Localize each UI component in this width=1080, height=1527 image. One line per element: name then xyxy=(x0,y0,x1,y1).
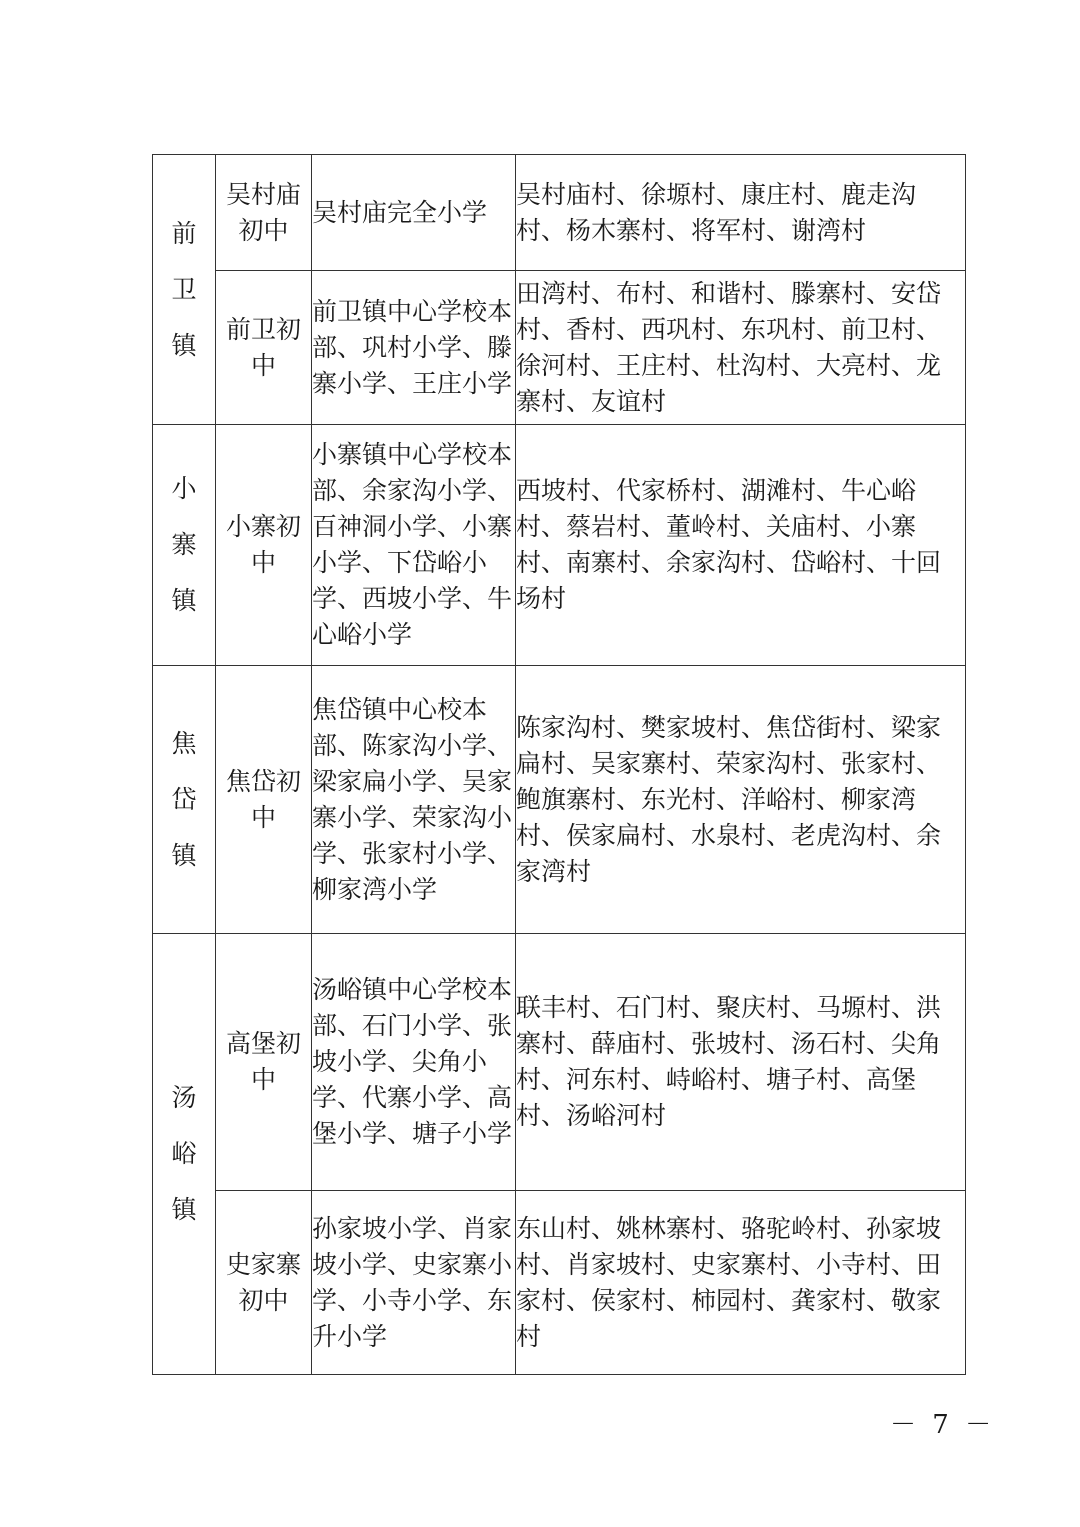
primary-schools-cell: 孙家坡小学、肖家坡小学、史家寨小学、小寺小学、东升小学 xyxy=(312,1191,516,1375)
villages-cell: 西坡村、代家桥村、湖滩村、牛心峪村、蔡岩村、董岭村、关庙村、小寨村、南寨村、余家沟村、岱峪村、十回场村 xyxy=(516,425,966,666)
primary-schools-cell: 汤峪镇中心学校本部、石门小学、张坡小学、尖角小学、代寨小学、高堡小学、塘子小学 xyxy=(312,934,516,1191)
villages-cell: 田湾村、布村、和谐村、滕寨村、安岱村、香村、西巩村、东巩村、前卫村、徐河村、王庄村、杜沟村、大亮村、龙寨村、友谊村 xyxy=(516,271,966,425)
table-row xyxy=(153,1191,966,1375)
primary-schools-cell: 小寨镇中心学校本部、余家沟小学、百神洞小学、小寨小学、下岱峪小学、西坡小学、牛心峪小学 xyxy=(312,425,516,666)
table-row xyxy=(153,666,966,934)
table-row xyxy=(153,425,966,666)
middle-school-cell: 吴村庙初中 xyxy=(216,155,312,271)
middle-school-cell: 史家寨初中 xyxy=(216,1191,312,1375)
villages-cell: 吴村庙村、徐塬村、康庄村、鹿走沟村、杨木寨村、将军村、谢湾村 xyxy=(516,155,966,271)
middle-school-cell: 小寨初中 xyxy=(216,425,312,666)
page-number: － 7 － xyxy=(890,1410,996,1440)
table-row xyxy=(153,155,966,271)
table-row xyxy=(153,271,966,425)
town-name: 焦岱镇 xyxy=(171,728,197,870)
villages-cell: 联丰村、石门村、聚庆村、马塬村、洪寨村、薛庙村、张坡村、汤石村、尖角村、河东村、峙峪村、塘子村、高堡村、汤峪河村 xyxy=(516,934,966,1191)
table-row xyxy=(153,934,966,1191)
town-cell xyxy=(153,425,216,666)
middle-school-cell: 前卫初中 xyxy=(216,271,312,425)
villages-cell: 陈家沟村、樊家坡村、焦岱街村、梁家扁村、吴家寨村、荣家沟村、张家村、鲍旗寨村、东光村、洋峪村、柳家湾村、侯家扁村、水泉村、老虎沟村、余家湾村 xyxy=(516,666,966,934)
town-name: 前卫镇 xyxy=(171,218,197,360)
primary-schools-cell: 焦岱镇中心校本部、陈家沟小学、梁家扁小学、吴家寨小学、荣家沟小学、张家村小学、柳家湾小学 xyxy=(312,666,516,934)
town-name: 小寨镇 xyxy=(171,474,197,615)
villages-cell: 东山村、姚林寨村、骆驼岭村、孙家坡村、肖家坡村、史家寨村、小寺村、田家村、侯家村、柿园村、龚家村、敬家村 xyxy=(516,1191,966,1375)
town-cell xyxy=(153,666,216,934)
primary-schools-cell: 前卫镇中心学校本部、巩村小学、滕寨小学、王庄小学 xyxy=(312,271,516,425)
middle-school-cell: 高堡初中 xyxy=(216,934,312,1191)
primary-schools-cell: 吴村庙完全小学 xyxy=(312,155,516,271)
school-district-table xyxy=(152,154,966,1375)
town-cell xyxy=(153,155,216,425)
middle-school-cell: 焦岱初中 xyxy=(216,666,312,934)
town-name: 汤峪镇 xyxy=(171,1083,197,1224)
town-cell xyxy=(153,934,216,1375)
